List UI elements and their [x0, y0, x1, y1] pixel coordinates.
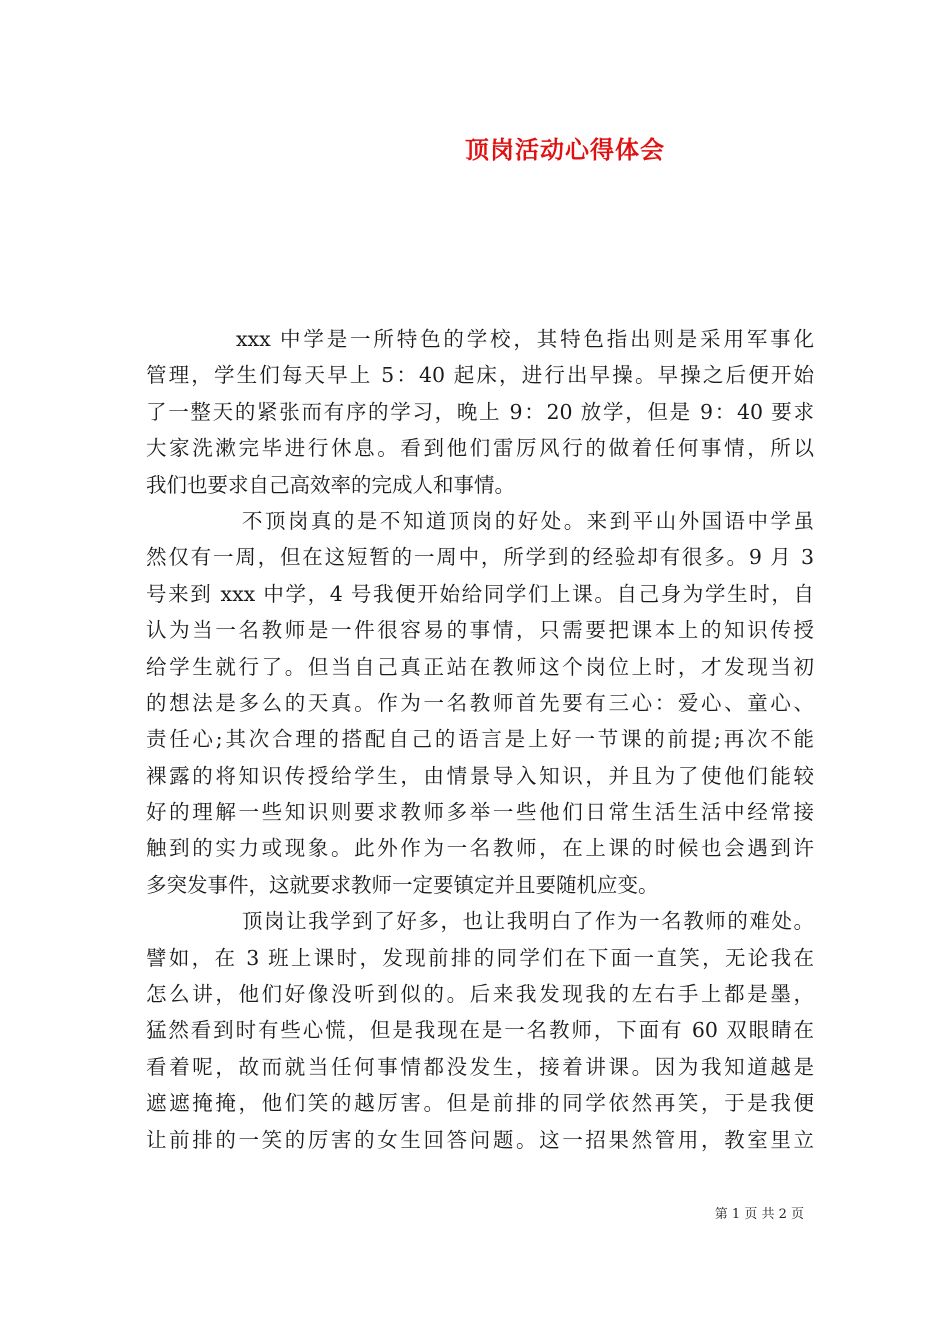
paragraph-line: 认为当一名教师是一件很容易的事情，只需要把课本上的知识传授: [146, 618, 814, 643]
paragraph-line: 猛然看到时有些心慌，但是我现在是一名教师，下面有 60 双眼睛在: [146, 1018, 814, 1043]
paragraph-line: 的想法是多么的天真。作为一名教师首先要有三心：爱心、童心、: [146, 690, 814, 715]
paragraph-line: 给学生就行了。但当自己真正站在教师这个岗位上时，才发现当初: [146, 654, 814, 679]
paragraph-3: [146, 903, 814, 1158]
paragraph-line: 好的理解一些知识则要求教师多举一些他们日常生活生活中经常接: [146, 800, 814, 825]
paragraph-line: 责任心;其次合理的搭配自己的语言是上好一节课的前提;再次不能: [146, 727, 814, 752]
paragraph-line: 裸露的将知识传授给学生，由情景导入知识，并且为了使他们能较: [146, 763, 814, 788]
paragraph-line: 不顶岗真的是不知道顶岗的好处。来到平山外国语中学虽: [242, 508, 814, 533]
paragraph-line: 怎么讲，他们好像没听到似的。后来我发现我的左右手上都是墨，: [146, 982, 814, 1007]
paragraph-line: 大家洗漱完毕进行休息。看到他们雷厉风行的做着任何事情，所以: [146, 436, 814, 461]
paragraph-line: 管理，学生们每天早上 5：40 起床，进行出早操。早操之后便开始: [146, 363, 814, 388]
document-body: [146, 321, 814, 1158]
paragraph-line: xxx 中学是一所特色的学校，其特色指出则是采用军事化: [236, 327, 814, 351]
document-title: 顶岗活动心得体会: [465, 135, 665, 164]
paragraph-line: 顶岗让我学到了好多，也让我明白了作为一名教师的难处。: [242, 909, 814, 934]
paragraph-line: 了一整天的紧张而有序的学习，晚上 9：20 放学，但是 9：40 要求: [146, 399, 814, 424]
paragraph-line: 我们也要求自己高效率的完成人和事情。: [146, 472, 515, 497]
paragraph-1: [146, 321, 814, 503]
paragraph-line: 看着呢，故而就当任何事情都没发生，接着讲课。因为我知道越是: [146, 1054, 814, 1079]
paragraph-line: 让前排的一笑的厉害的女生回答问题。这一招果然管用，教室里立: [146, 1127, 814, 1152]
paragraph-line: 然仅有一周，但在这短暂的一周中，所学到的经验却有很多。9 月 3: [146, 545, 814, 570]
paragraph-line: 触到的实力或现象。此外作为一名教师，在上课的时候也会遇到许: [146, 836, 814, 861]
paragraph-line: 遮遮掩掩，他们笑的越厉害。但是前排的同学依然再笑，于是我便: [146, 1091, 814, 1116]
paragraph-line: 譬如，在 3 班上课时，发现前排的同学们在下面一直笑，无论我在: [146, 945, 814, 970]
paragraph-line: 号来到 xxx 中学，4 号我便开始给同学们上课。自己身为学生时，自: [146, 581, 814, 606]
page-number-footer: 第 1 页 共 2 页: [714, 1207, 804, 1222]
paragraph-2: [146, 503, 814, 903]
paragraph-line: 多突发事件，这就要求教师一定要镇定并且要随机应变。: [146, 872, 659, 897]
